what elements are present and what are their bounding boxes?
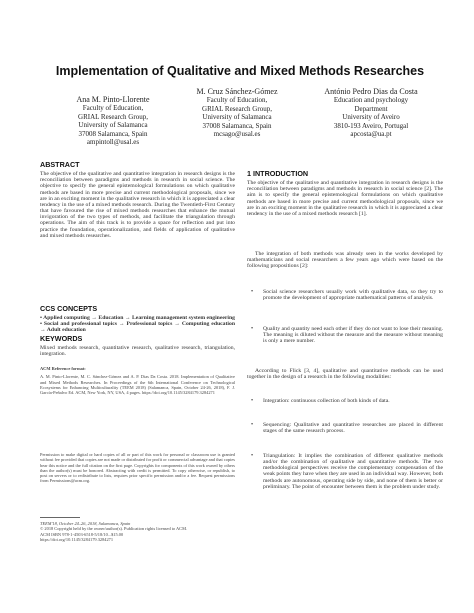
author-affiliation-line: GRIAL Research Group, [78, 112, 148, 121]
bullet-item [251, 422, 443, 435]
keywords-text: Mixed methods research, quantitative research, qualitative research, triangulation, integration. [40, 345, 235, 358]
author-affiliation-line: University of Aveiro [342, 113, 400, 122]
author-affiliation-line: Faculty of Education, [206, 96, 268, 105]
author-block-1 [54, 96, 172, 146]
acm-reference [40, 366, 235, 395]
author-affiliation-line: Department [354, 104, 388, 113]
bullet-icon: • [251, 289, 254, 295]
bullet-item [251, 326, 443, 345]
author-name: M. Cruz Sánchez-Gómez [196, 87, 278, 96]
acm-reference-heading: ACM Reference format: [40, 366, 86, 371]
ccs-section [40, 306, 235, 334]
bullet-text: Integration: continuous collection of both kinds of data. [263, 398, 390, 404]
intro-paragraph-2: The integration of both methods was already seen in the works developed by mathematicians and social researchers a few years ago which were based on the following propositions [2]: [247, 251, 443, 270]
author-affiliation-line: 37008 Salamanca, Spain [202, 121, 272, 130]
keywords-section [40, 336, 235, 357]
author-name: António Pedro Dias da Costa [324, 87, 418, 96]
permission-notice [40, 452, 235, 484]
bullet-text: Triangulation: It implies the combination of different qualitative methods and/or the combination of qualitative and quantitative methods. The two methodological perspectives receive the complementary compensation of the weak points they have when they are used in an individual way. However, both methods are autonomous, operating side by side, and none of them is better or preliminary. The point of encounter between them is the problem under study. [263, 453, 443, 490]
ccs-text: • Applied computing → Education → Learning management system engineering • Social and professional topics → Professional topics → Computing education → Adult education [40, 315, 235, 334]
bullet-text: Sequencing: Qualitative and quantitative researches are placed in different stages of the same research process. [263, 422, 443, 435]
copyright-footer [40, 521, 235, 542]
intro-paragraph-3-block [247, 368, 443, 380]
author-affiliation-line: University of Salamanca [78, 121, 148, 130]
author-email: ampintoll@usal.es [86, 138, 140, 147]
author-affiliation-line: GRIAL Research Group, [202, 104, 272, 113]
paper-title: Implementation of Qualitative and Mixed Methods Researches [55, 64, 425, 78]
footnote-rule [40, 517, 80, 518]
author-block-3 [306, 88, 436, 138]
bullet-icon: • [251, 422, 254, 428]
bullet-item [251, 453, 443, 490]
footer-line: TEEM'18, October 24–26, 2018, Salamanca, Spain [40, 521, 131, 526]
intro-paragraph-3: According to Flick [3, 4], qualitative and quantitative methods can be used together in the design of a research in the following modalities: [247, 368, 443, 381]
ccs-heading: CCS CONCEPTS [40, 304, 98, 313]
bullet-text: Quality and quantity need each other if they do not want to lose their meaning. The meaning is diluted without the measure and the measure without meaning is only a mere number. [263, 326, 443, 345]
footer-line: ACM ISBN 978-1-4503-6518-5/18/10...$15.00 [40, 531, 124, 537]
intro-paragraph-2-block [247, 251, 443, 269]
intro-paragraph-1: The objective of the qualitative and quantitative integration in research designs is the reconciliation between paradigms and methods in research in social science [2]. The aim is to specify the general epistemological formulations on which qualitative methods are based in more precise and current methodological proposals, since we are in an exciting moment in the qualitative research in which it is appreciated a clear tendency in the use of a mixed methods research [1]. [247, 180, 443, 217]
introduction-section [247, 171, 443, 217]
author-affiliation-line: Faculty of Education, [82, 104, 144, 113]
author-affiliation-line: Education and psychology [333, 96, 409, 105]
bullet-icon: • [251, 453, 254, 459]
author-block-2 [170, 88, 304, 138]
bullet-item [251, 398, 443, 404]
footer-doi: https://doi.org/10.1145/3284179.3284271 [40, 536, 114, 542]
bullet-text: Social science researchers usually work with qualitative data, so they try to promote the development of appropriate mathematical patterns of analysis. [263, 289, 443, 302]
abstract-text: The objective of the qualitative and quantitative integration in research designs is the reconciliation between paradigms and methods in research in social science. The objective to specify the general epistemological formulations on which qualitative methods are based in more precise and current methodological proposals, since we are in an exciting moment in the qualitative research in which it is appreciated a clear tendency in the use of a mixed methods research. During the Twentieth-First Century that have favoured the rise of mixed methods researches that enhance the mutual invigoration of the two types of methods, and facilitate the triangulation through operations. The aim of this track is to provide a space for reflection and put into practice the foundation, operationalization, and fields of application of qualitative and mixed methods researches. [40, 171, 235, 239]
bullet-icon: • [251, 326, 254, 332]
introduction-heading: 1 INTRODUCTION [247, 169, 309, 178]
abstract-heading: ABSTRACT [40, 160, 80, 169]
keywords-heading: KEYWORDS [40, 334, 83, 343]
abstract-section [40, 162, 235, 239]
author-email: mcsago@usal.es [213, 130, 261, 139]
permission-text: Permission to make digital or hard copies of all or part of this work for personal or classroom use is granted without fee provided that copies are not made or distributed for profit or commercial advantage and that copies bear this notice and the full citation on the first page. Copyrights for components of this work owned by others than the author(s) must be honored. Abstracting with credit is permitted. To copy otherwise, or republish, to post on servers or to redistribute to lists, requires prior specific permission and/or a fee. Request permissions from Permissions@acm.org. [40, 452, 235, 484]
footer-line: © 2018 Copyright held by the owner/author(s). Publication rights licensed to ACM. [40, 526, 188, 532]
bullet-item [251, 289, 443, 302]
author-affiliation-line: 3810-193 Aveiro, Portugal [333, 121, 409, 130]
acm-reference-text: A. M. Pinto-Llorente, M. C. Sánchez-Gómez and A. P. Dias Da Costa. 2018. Implementation of Qualitative and Mixed Methods Researches. In Proceedings of the 6th International Conference on Technological Ecosystems for Enhancing Multiculturality (TEEM 2018) (Salamanca, Spain, October 24-26, 2018), F. J. García-Peñalvo Ed. ACM, New York, NY, USA, 4 pages. https://doi.org/10.1145/3284179.3284271 [40, 374, 235, 396]
author-affiliation-line: 37008 Salamanca, Spain [78, 129, 148, 138]
author-email: apcosta@ua.pt [350, 130, 392, 139]
author-name: Ana M. Pinto-Llorente [76, 95, 150, 104]
author-affiliation-line: University of Salamanca [202, 113, 272, 122]
bullet-icon: • [251, 398, 254, 404]
